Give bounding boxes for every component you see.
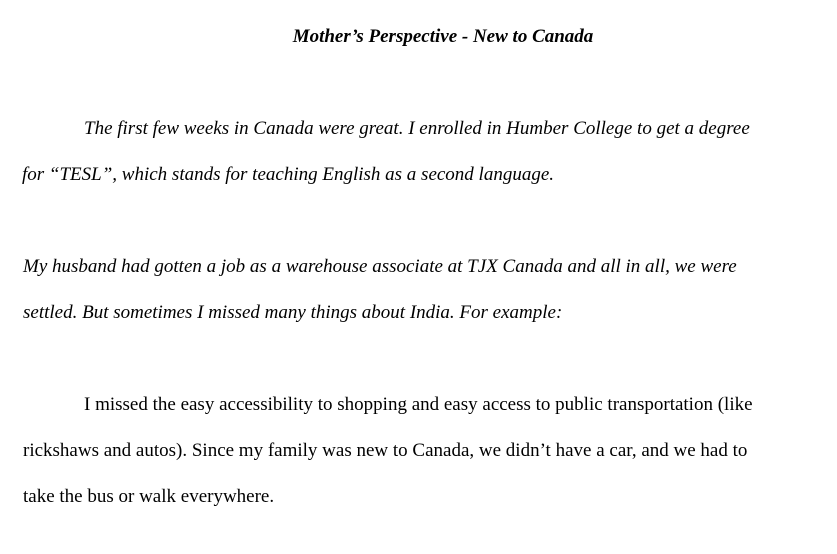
paragraph-line: take the bus or walk everywhere. [23, 486, 275, 507]
paragraph-line: for “TESL”, which stands for teaching English as a second language. [22, 164, 555, 185]
paragraph-line: I missed the easy accessibility to shopping and easy access to public transportation (like [84, 394, 753, 415]
paragraph-line: rickshaws and autos). Since my family was new to Canada, we didn’t have a car, and we had to [23, 440, 748, 461]
paragraph-line: My husband had gotten a job as a warehouse associate at TJX Canada and all in all, we were [23, 256, 737, 277]
paragraph-line: The first few weeks in Canada were great. I enrolled in Humber College to get a degree [84, 118, 750, 139]
paragraph-line: settled. But sometimes I missed many things about India. For example: [23, 302, 563, 323]
document-title: Mother’s Perspective - New to Canada [292, 26, 594, 47]
